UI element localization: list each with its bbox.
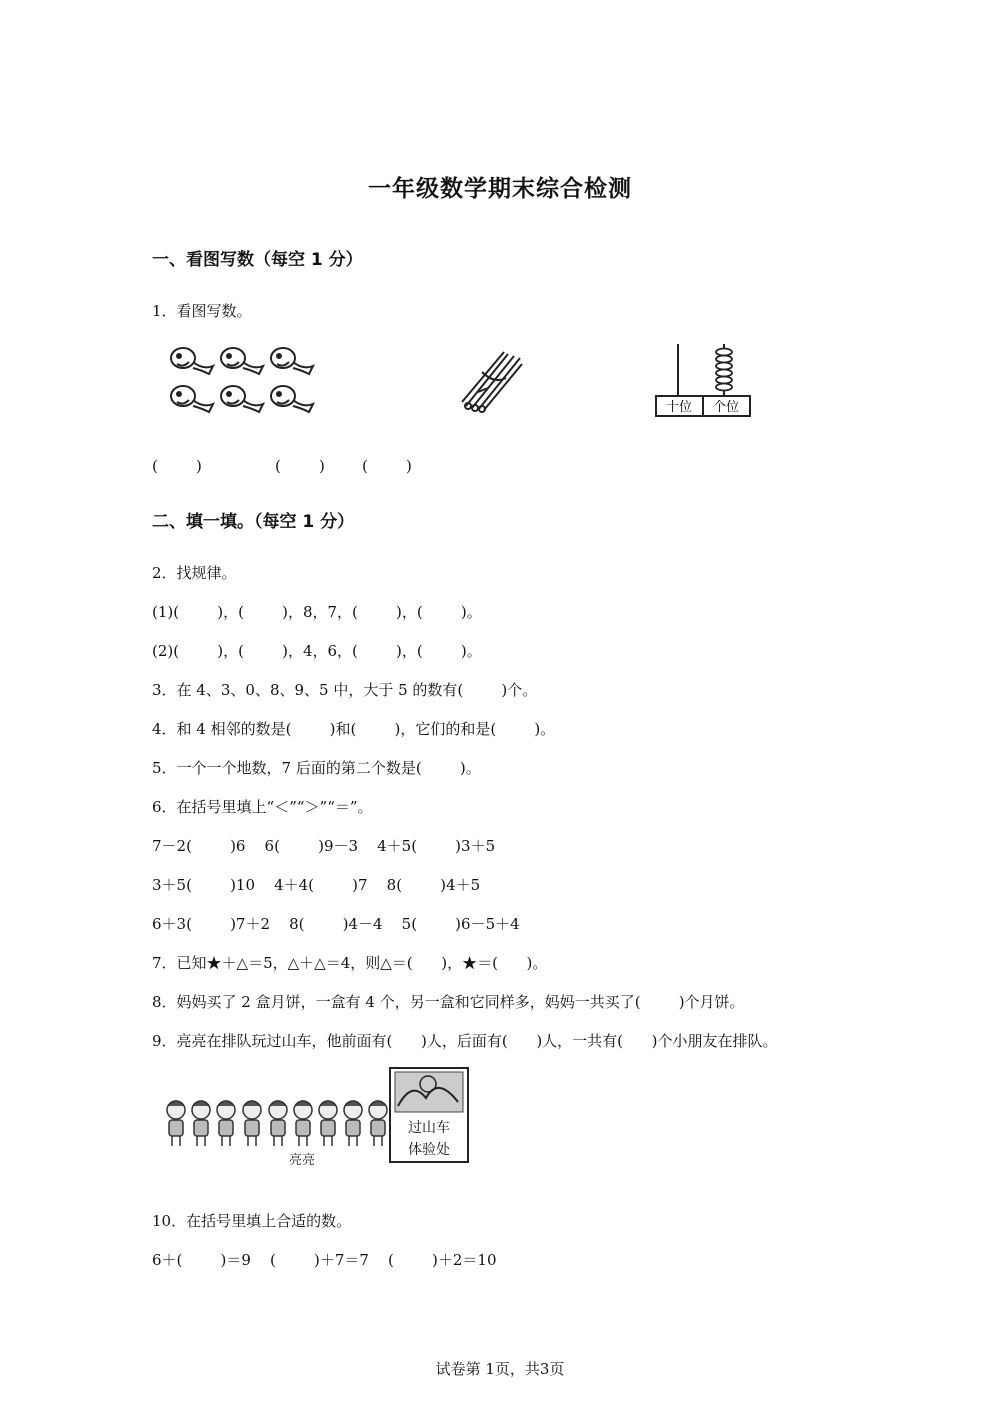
sign-line-1: 过山车 (408, 1120, 450, 1136)
question-10-row: 6＋( )＝9 ( )＋7＝7 ( )＋2＝10 (152, 1251, 497, 1269)
answer-blank-2[interactable]: ( ) (275, 457, 325, 475)
question-5: 5．一个一个地数，7 后面的第二个数是( )。 (152, 759, 481, 777)
tens-place-label: 十位 (665, 400, 693, 415)
question-2-2: (2)( )，( )，4，6，( )，( )。 (152, 642, 482, 660)
question-6-row-1: 7－2( )6 6( )9－3 4＋5( )3＋5 (152, 837, 496, 855)
question-6-row-3: 6＋3( )7＋2 8( )4－4 5( )6－5＋4 (152, 915, 520, 933)
section1-heading: 一、看图写数（每空 1 分） (152, 250, 363, 270)
answer-blank-3[interactable]: ( ) (362, 457, 412, 475)
section2-heading: 二、填一填。（每空 1 分） (152, 512, 355, 532)
question-1: 1．看图写数。 (152, 302, 252, 320)
question-3: 3．在 4、3、0、8、9、5 中，大于 5 的数有( )个。 (152, 681, 538, 699)
abacus-illustration (652, 340, 752, 420)
question-9: 9．亮亮在排队玩过山车，他前面有( )人，后面有( )人，一共有( )个小朋友在排队。 (152, 1032, 778, 1050)
kid-name-label: 亮亮 (288, 1153, 316, 1168)
ones-place-label: 个位 (712, 400, 740, 415)
question-2: 2．找规律。 (152, 564, 237, 582)
fish-illustration (165, 340, 325, 425)
question-4: 4．和 4 相邻的数是( )和( )，它们的和是( )。 (152, 720, 556, 738)
answer-blank-1[interactable]: ( ) (152, 457, 202, 475)
question-8: 8．妈妈买了 2 盒月饼，一盒有 4 个，另一盒和它同样多，妈妈一共买了( )个月饼。 (152, 993, 745, 1011)
page-footer: 试卷第 1页，共3页 (435, 1360, 565, 1378)
sign-line-2: 体验处 (408, 1142, 450, 1158)
question-7: 7．已知★＋△＝5，△＋△＝4，则△＝( )，★＝( )。 (152, 954, 548, 972)
question-6: 6．在括号里填上“＜”“＞”“＝”。 (152, 798, 373, 816)
question-2-1: (1)( )，( )，8，7，( )，( )。 (152, 603, 482, 621)
stick-bundle-illustration (458, 348, 528, 416)
exam-title: 一年级数学期末综合检测 (368, 176, 632, 202)
queue-illustration (162, 1066, 472, 1168)
question-10: 10．在括号里填上合适的数。 (152, 1212, 352, 1230)
question-6-row-2: 3＋5( )10 4＋4( )7 8( )4＋5 (152, 876, 481, 894)
